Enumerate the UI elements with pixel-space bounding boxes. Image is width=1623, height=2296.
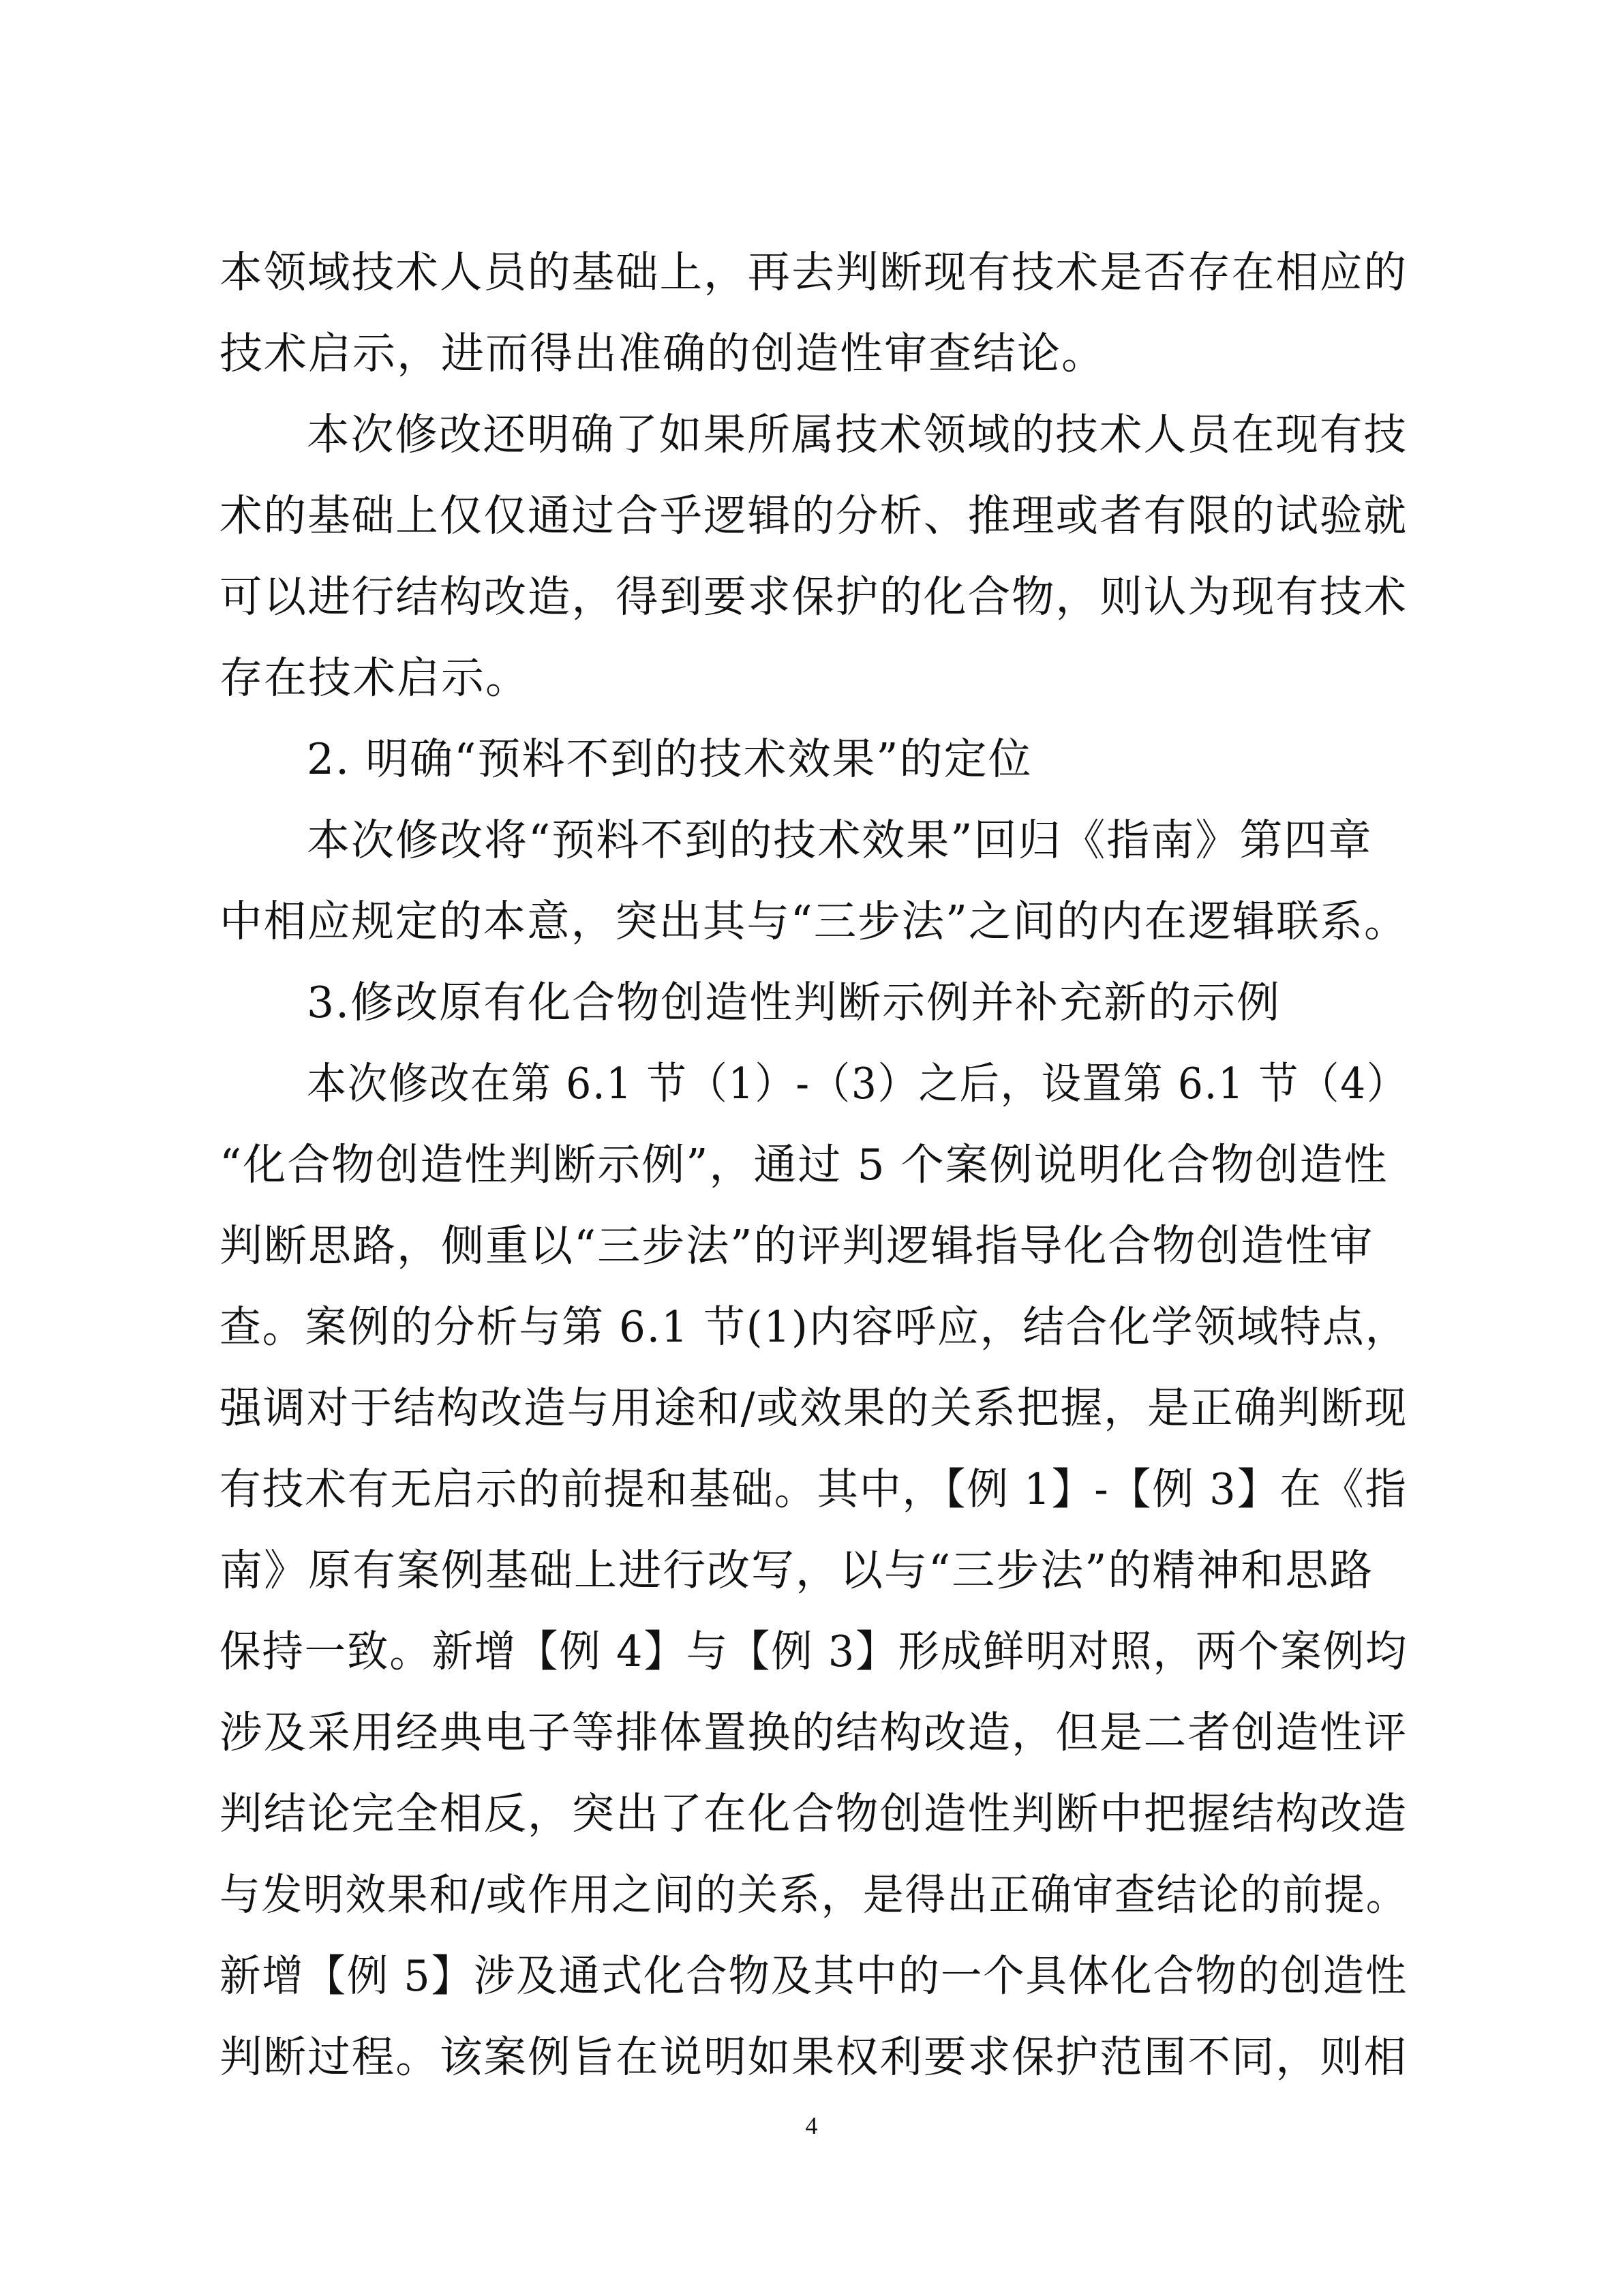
paragraph-line: 术的基础上仅仅通过合乎逻辑的分析、推理或者有限的试验就 <box>219 491 1408 541</box>
paragraph-line: 中相应规定的本意，突出其与“三步法”之间的内在逻辑联系。 <box>219 896 1408 946</box>
paragraph-line: 判结论完全相反，突出了在化合物创造性判断中把握结构改造 <box>219 1789 1408 1839</box>
page-number: 4 <box>805 2112 818 2139</box>
paragraph-line: 南》原有案例基础上进行改写，以与“三步法”的精神和思路 <box>219 1545 1374 1595</box>
paragraph-line: “化合物创造性判断示例”，通过 5 个案例说明化合物创造性 <box>219 1140 1389 1190</box>
paragraph-line: 本领域技术人员的基础上，再去判断现有技术是否存在相应的 <box>219 247 1408 297</box>
paragraph-line: 技术启示，进而得出准确的创造性审查结论。 <box>219 329 1106 378</box>
paragraph-line: 本次修改还明确了如果所属技术领域的技术人员在现有技 <box>307 410 1408 459</box>
paragraph-line: 保持一致。新增【例 4】与【例 3】形成鲜明对照，两个案例均 <box>219 1627 1408 1676</box>
paragraph-line: 强调对于结构改造与用途和/或效果的关系把握，是正确判断现 <box>219 1383 1408 1433</box>
paragraph-line: 判断过程。该案例旨在说明如果权利要求保护范围不同，则相 <box>219 2032 1408 2082</box>
section-heading: 3.修改原有化合物创造性判断示例并补充新的示例 <box>307 978 1281 1027</box>
paragraph-line: 新增【例 5】涉及通式化合物及其中的一个具体化合物的创造性 <box>219 1951 1408 2001</box>
paragraph-line: 判断思路，侧重以“三步法”的评判逻辑指导化合物创造性审 <box>219 1221 1374 1271</box>
paragraph-line: 本次修改将“预料不到的技术效果”回归《指南》第四章 <box>307 815 1373 865</box>
paragraph-line: 涉及采用经典电子等排体置换的结构改造，但是二者创造性评 <box>219 1708 1408 1757</box>
section-heading: 2. 明确“预料不到的技术效果”的定位 <box>307 734 1033 784</box>
paragraph-line: 可以进行结构改造，得到要求保护的化合物，则认为现有技术 <box>219 572 1408 622</box>
paragraph-line: 查。案例的分析与第 6.1 节(1)内容呼应，结合化学领域特点， <box>219 1302 1408 1352</box>
paragraph-line: 有技术有无启示的前提和基础。其中，【例 1】-【例 3】在《指 <box>219 1464 1408 1514</box>
paragraph-line: 与发明效果和/或作用之间的关系，是得出正确审查结论的前提。 <box>219 1870 1408 1920</box>
paragraph-line: 本次修改在第 6.1 节（1）-（3）之后，设置第 6.1 节（4） <box>307 1059 1408 1108</box>
paragraph-line: 存在技术启示。 <box>219 653 530 703</box>
